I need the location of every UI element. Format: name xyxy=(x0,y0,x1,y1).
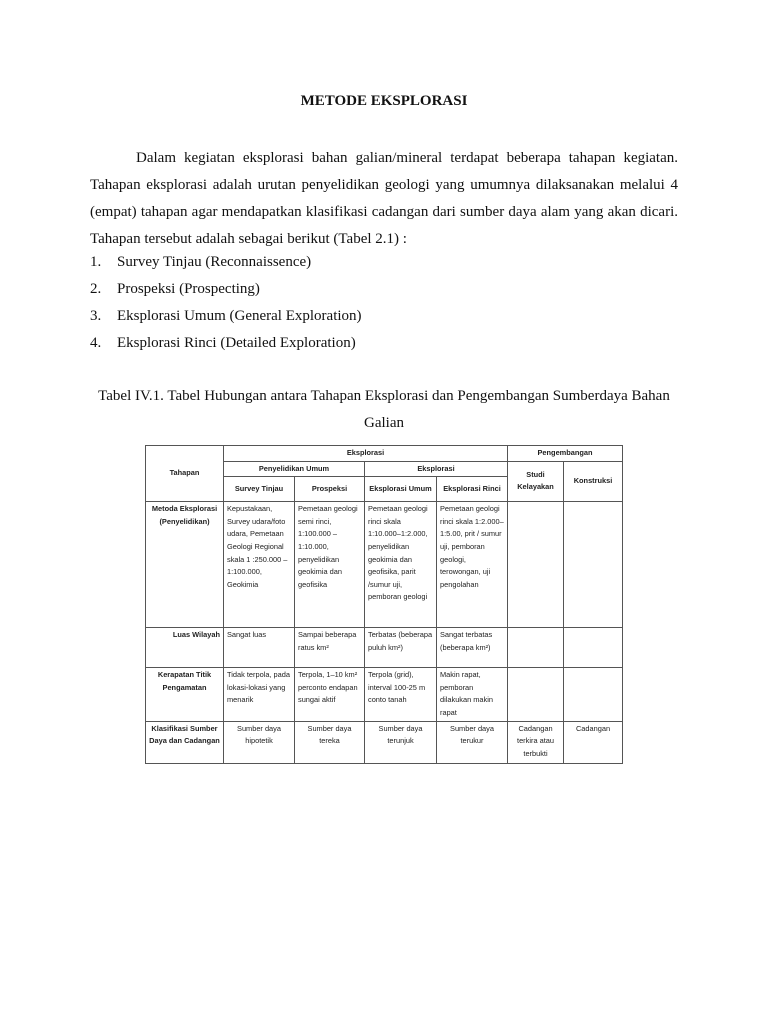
list-item-number: 4. xyxy=(90,335,102,351)
header-eksplorasi-sub: Eksplorasi xyxy=(365,461,508,477)
stage-list xyxy=(90,249,678,357)
header-eksplorasi-umum: Eksplorasi Umum xyxy=(365,477,437,502)
list-item-text: Eksplorasi Umum (General Exploration) xyxy=(117,308,362,324)
table-cell xyxy=(564,668,623,721)
table-row xyxy=(146,628,623,668)
document-title: METODE EKSPLORASI xyxy=(300,93,468,109)
table-cell: Sampai beberapa ratus km² xyxy=(295,628,365,668)
list-item-text: Prospeksi (Prospecting) xyxy=(117,281,260,297)
intro-paragraph-text: Dalam kegiatan eksplorasi bahan galian/mineral terdapat beberapa tahapan kegiatan. Tahapan eksplorasi adalah urutan penyelidikan geologi yang umumnya dilaksanakan melalui 4 (empat) tahapan agar mendapatkan klasifikasi cadangan dari sumber daya alam yang akan dicari. Tahapan tersebut adalah sebagai berikut (Tabel 2.1) : xyxy=(90,150,678,247)
exploration-table-wrapper xyxy=(145,445,622,764)
table-cell: Pemetaan geologi rinci skala 1:10.000–1:2.000, penyelidikan geokimia dan geofisika, parit /sumur uji, pemboran geologi xyxy=(365,502,437,628)
list-item-text: Eksplorasi Rinci (Detailed Exploration) xyxy=(117,335,356,351)
header-eksplorasi: Eksplorasi xyxy=(224,446,508,462)
table-cell: Tidak terpola, pada lokasi-lokasi yang menarik xyxy=(224,668,295,721)
table-cell: Sangat luas xyxy=(224,628,295,668)
table-row xyxy=(146,502,623,628)
row-label: Klasifikasi Sumber Daya dan Cadangan xyxy=(146,721,224,763)
intro-paragraph xyxy=(90,145,678,253)
table-caption: Tabel IV.1. Tabel Hubungan antara Tahapan Eksplorasi dan Pengembangan Sumberdaya Bahan Galian xyxy=(98,388,670,431)
table-cell: Sumber daya hipotetik xyxy=(224,721,295,763)
table-cell: Sumber daya terunjuk xyxy=(365,721,437,763)
row-label: Kerapatan Titik Pengamatan xyxy=(146,668,224,721)
table-cell: Terbatas (beberapa puluh km²) xyxy=(365,628,437,668)
table-cell: Sumber daya terukur xyxy=(437,721,508,763)
table-cell: Sumber daya tereka xyxy=(295,721,365,763)
header-tahapan: Tahapan xyxy=(146,446,224,502)
list-item-text: Survey Tinjau (Reconnaissence) xyxy=(117,254,312,270)
header-survey-tinjau: Survey Tinjau xyxy=(224,477,295,502)
table-cell xyxy=(508,668,564,721)
header-prospeksi: Prospeksi xyxy=(295,477,365,502)
table-cell: Pemetaan geologi rinci skala 1:2.000–1:5.00, prit / sumur uji, pemboran geologi, terowongan, uji pengolahan xyxy=(437,502,508,628)
list-item xyxy=(90,276,678,303)
table-cell xyxy=(564,502,623,628)
table-cell: Pemetaan geologi semi rinci, 1:100.000 – 1:10.000, penyelidikan geokimia dan geofisika xyxy=(295,502,365,628)
table-cell: Terpola, 1–10 km² perconto endapan sungai aktif xyxy=(295,668,365,721)
row-label: Luas Wilayah xyxy=(146,628,224,668)
table-cell: Cadangan xyxy=(564,721,623,763)
table-cell xyxy=(564,628,623,668)
table-cell: Sangat terbatas (beberapa km²) xyxy=(437,628,508,668)
header-penyelidikan-umum: Penyelidikan Umum xyxy=(224,461,365,477)
header-pengembangan: Pengembangan xyxy=(508,446,623,462)
header-konstruksi: Konstruksi xyxy=(564,461,623,502)
list-item xyxy=(90,249,678,276)
header-studi-kelayakan: Studi Kelayakan xyxy=(508,461,564,502)
table-row xyxy=(146,721,623,763)
table-row xyxy=(146,668,623,721)
table-cell: Makin rapat, pemboran dilakukan makin rapat xyxy=(437,668,508,721)
table-cell: Kepustakaan, Survey udara/foto udara, Pemetaan Geologi Regional skala 1 :250.000 – 1:100.000, Geokimia xyxy=(224,502,295,628)
row-label: Metoda Eksplorasi (Penyelidikan) xyxy=(146,502,224,628)
list-item-number: 3. xyxy=(90,308,102,324)
header-row xyxy=(146,446,623,462)
list-item xyxy=(90,303,678,330)
table-cell: Terpola (grid), interval 100-25 m conto tanah xyxy=(365,668,437,721)
list-item xyxy=(90,330,678,357)
exploration-table xyxy=(145,445,623,764)
list-item-number: 1. xyxy=(90,254,102,270)
list-item-number: 2. xyxy=(90,281,102,297)
table-cell xyxy=(508,502,564,628)
header-eksplorasi-rinci: Eksplorasi Rinci xyxy=(437,477,508,502)
table-cell xyxy=(508,628,564,668)
table-cell: Cadangan terkira atau terbukti xyxy=(508,721,564,763)
